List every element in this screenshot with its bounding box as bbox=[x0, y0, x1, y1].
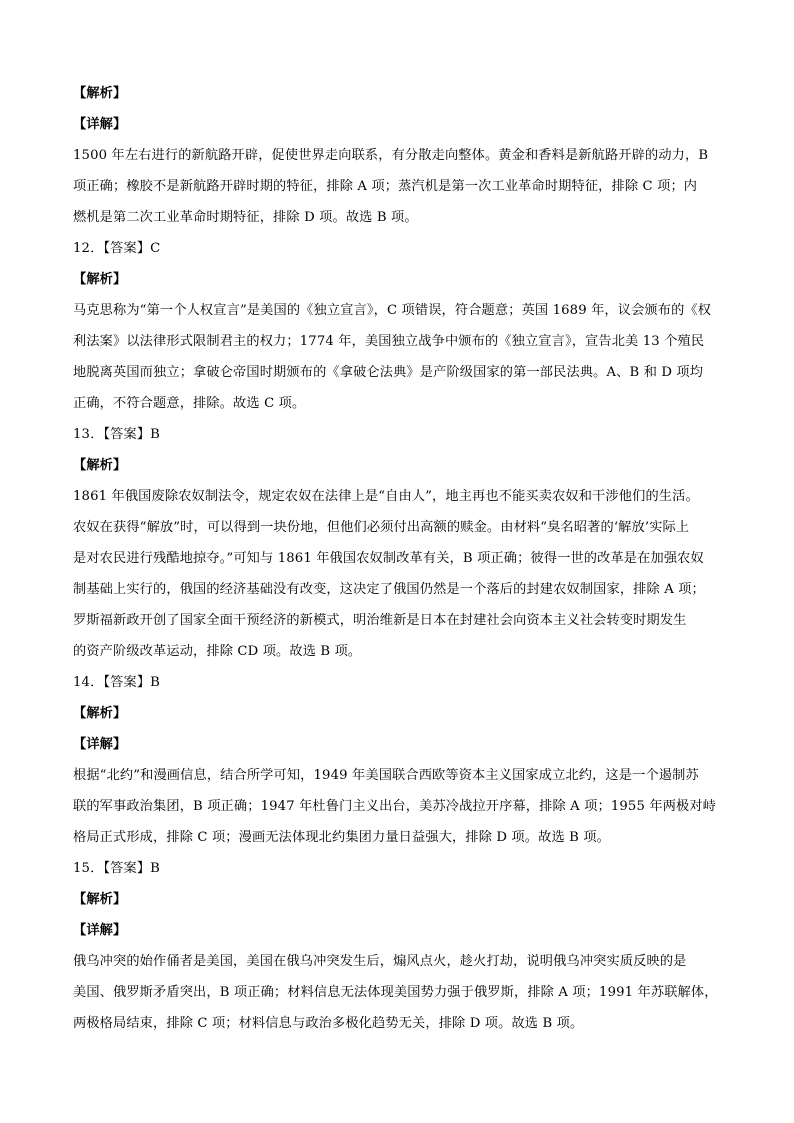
explanation-paragraph bbox=[73, 295, 725, 419]
paragraph-line: 根据“北约”和漫画信息，结合所学可知，1949 年美国联合西欧等资本主义国家成立北约，这是一个遏制苏 bbox=[73, 768, 699, 783]
paragraph-line: 格局正式形成，排除 C 项；漫画无法体现北约集团力量日益强大，排除 D 项。故选 B 项。 bbox=[73, 830, 611, 845]
paragraph-line: 制基础上实行的，俄国的经济基础没有改变，这决定了俄国仍然是一个落后的封建农奴制国家，排除 A 项； bbox=[73, 582, 705, 597]
document-page bbox=[73, 78, 725, 1039]
paragraph-line: 1500 年左右进行的新航路开辟，促使世界走向联系，有分散走向整体。黄金和香料是新航路开辟的动力，B bbox=[73, 148, 709, 163]
analysis-label: 【解析】 bbox=[73, 458, 127, 473]
paragraph-line: 两极格局结束，排除 C 项；材料信息与政治多极化趋势无关，排除 D 项。故选 B 项。 bbox=[73, 1016, 584, 1031]
paragraph-line: 的资产阶级改革运动，排除 CD 项。故选 B 项。 bbox=[73, 644, 362, 659]
paragraph-line: 正确，不符合题意，排除。故选 C 项。 bbox=[73, 396, 306, 411]
detail-label: 【详解】 bbox=[73, 923, 127, 938]
paragraph-line: 罗斯福新政开创了国家全面干预经济的新模式，明治维新是日本在封建社会向资本主义社会转变时期发生 bbox=[73, 613, 687, 628]
paragraph-line: 燃机是第二次工业革命时期特征，排除 D 项。故选 B 项。 bbox=[73, 210, 418, 225]
analysis-label: 【解析】 bbox=[73, 892, 127, 907]
paragraph-line: 联的军事政治集团，B 项正确；1947 年杜鲁门主义出台，美苏冷战拉开序幕，排除 A 项；1955 年两极对峙 bbox=[73, 799, 717, 814]
explanation-paragraph bbox=[73, 140, 725, 233]
paragraph-line: 项正确；橡胶不是新航路开辟时期的特征，排除 A 项；蒸汽机是第一次工业革命时期特征，排除 C 项；内 bbox=[73, 179, 698, 194]
analysis-label: 【解析】 bbox=[73, 86, 127, 101]
detail-label: 【详解】 bbox=[73, 737, 127, 752]
paragraph-line: 俄乌冲突的始作俑者是美国，美国在俄乌冲突发生后，煽风点火，趁火打劫，说明俄乌冲突实质反映的是 bbox=[73, 954, 687, 969]
explanation-paragraph bbox=[73, 481, 725, 667]
explanation-paragraph bbox=[73, 760, 725, 853]
paragraph-line: 是对农民进行残酷地掠夺。”可知与 1861 年俄国农奴制改革有关，B 项正确；彼得一世的改革是在加强农奴 bbox=[73, 551, 704, 566]
paragraph-line: 1861 年俄国废除农奴制法令，规定农奴在法律上是“自由人”，地主再也不能买卖农奴和干涉他们的生活。 bbox=[73, 489, 699, 504]
paragraph-line: 地脱离英国而独立；拿破仑帝国时期颁布的《拿破仑法典》是产阶级国家的第一部民法典。A、B 和 D 项均 bbox=[73, 365, 704, 380]
answer-heading-14: 14．【答案】B bbox=[73, 675, 161, 690]
paragraph-line: 利法案》以法律形式限制君主的权力；1774 年，美国独立战争中颁布的《独立宣言》，宣告北美 13 个殖民 bbox=[73, 334, 705, 349]
paragraph-line: 农奴在获得“解放”时，可以得到一块份地，但他们必须付出高额的赎金。由材料“臭名昭著的‘解放’实际上 bbox=[73, 520, 690, 535]
analysis-label: 【解析】 bbox=[73, 706, 127, 721]
explanation-paragraph bbox=[73, 946, 725, 1039]
answer-heading-13: 13．【答案】B bbox=[73, 427, 161, 442]
answer-heading-15: 15．【答案】B bbox=[73, 861, 161, 876]
paragraph-line: 美国、俄罗斯矛盾突出，B 项正确；材料信息无法体现美国势力强于俄罗斯，排除 A 项；1991 年苏联解体， bbox=[73, 985, 718, 1000]
answer-heading-12: 12．【答案】C bbox=[73, 241, 161, 256]
paragraph-line: 马克思称为“第一个人权宣言”是美国的《独立宣言》，C 项错误，符合题意；英国 1689 年，议会颁布的《权 bbox=[73, 303, 712, 318]
analysis-label: 【解析】 bbox=[73, 272, 127, 287]
detail-label: 【详解】 bbox=[73, 117, 127, 132]
